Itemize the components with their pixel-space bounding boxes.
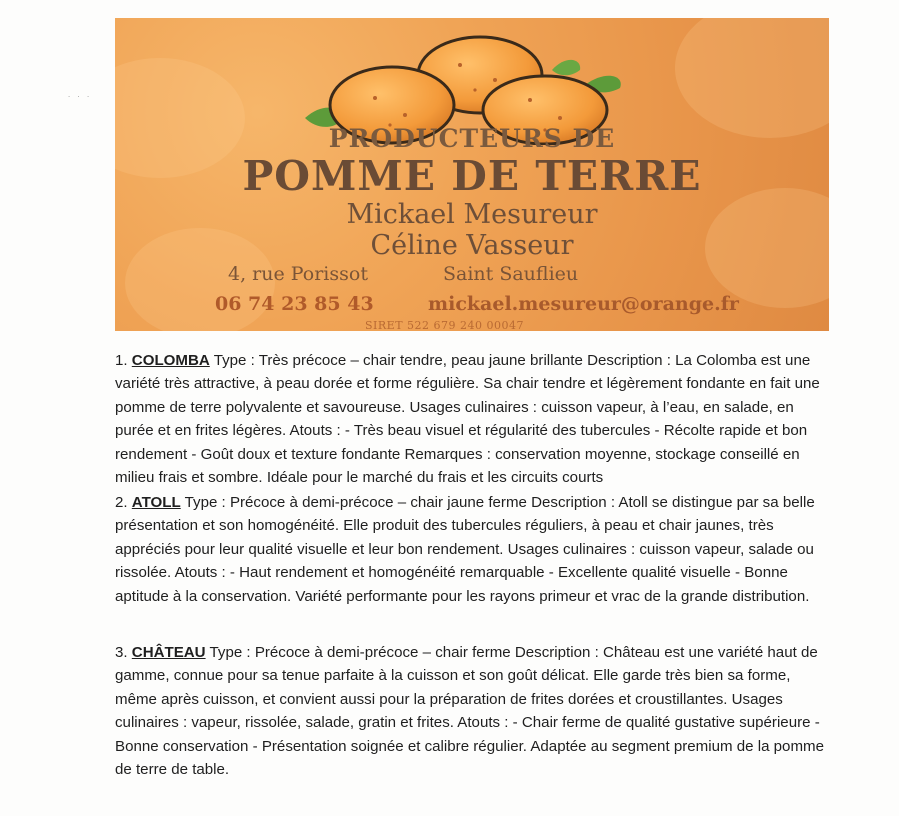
variety-chateau bbox=[115, 641, 835, 781]
producer-name-1: Mickael Mesureur bbox=[346, 199, 598, 230]
producer-name-2: Céline Vasseur bbox=[370, 230, 574, 261]
variety-number: 2. bbox=[115, 494, 128, 511]
variety-name: COLOMBA bbox=[131, 352, 210, 369]
variety-description: Type : Précoce à demi-précoce – chair ferme Description : Château est une variété haut de gamme, connue pour sa tenue parfaite à la cuisson et son goût délicat. Elle garde très bien sa forme, même après cuisson, et convient aussi pour la préparation de frites dorées et croustillantes. Usages culinaires : vapeur, rissolée, salade, gratin et frites. Atouts : - Chair ferme de qualité gustative supérieure - Bonne conservation - Présentation soignée et calibre régulier. Adaptée au segment premium de la pomme de terre de table. bbox=[115, 644, 824, 779]
phone-number: 06 74 23 85 43 bbox=[215, 293, 374, 315]
variety-description: Type : Précoce à demi-précoce – chair jaune ferme Description : Atoll se distingue par sa belle présentation et son homogénéité. Elle produit des tubercules réguliers, à peau et chair jaunes, très appréciés pour leur qualité visuelle et leur bon rendement. Usages culinaires : cuisson vapeur, salade ou rissolée. Atouts : - Haut rendement et homogénéité remarquable - Excellente qualité visuelle - Bonne aptitude à la conservation. Variété performante pour les rayons primeur et vrac de la grande distribution. bbox=[115, 494, 815, 605]
banner-subtitle: PRODUCTEURS DE bbox=[328, 124, 616, 153]
siret-number: SIRET 522 679 240 00047 bbox=[365, 319, 524, 331]
variety-colomba bbox=[115, 349, 835, 489]
address: 4, rue Porissot bbox=[228, 263, 368, 285]
variety-number: 1. bbox=[115, 352, 128, 369]
banner-title: POMME DE TERRE bbox=[242, 152, 702, 200]
variety-name: CHÂTEAU bbox=[131, 644, 206, 661]
city: Saint Sauflieu bbox=[443, 263, 579, 285]
variety-description: Type : Très précoce – chair tendre, peau jaune brillante Description : La Colomba est une variété très attractive, à peau dorée et forme régulière. Sa chair tendre et légèrement fondante en fait une pomme de terre polyvalente et savoureuse. Usages culinaires : cuisson vapeur, à l’eau, en salade, en purée et en frites légères. Atouts : - Très beau visuel et régularité des tubercules - Récolte rapide et bon rendement - Goût doux et texture fondante Remarques : conservation moyenne, stockage conseillé en milieu frais et sombre. Idéale pour le marché du frais et les circuits courts bbox=[115, 352, 820, 487]
email-address: mickael.mesureur@orange.fr bbox=[428, 293, 739, 315]
background-potato bbox=[675, 18, 829, 138]
producer-banner bbox=[115, 18, 829, 331]
scan-speck: ˙ ˙ ˙ bbox=[68, 95, 92, 105]
variety-name: ATOLL bbox=[131, 494, 181, 511]
variety-atoll bbox=[115, 491, 835, 608]
variety-number: 3. bbox=[115, 644, 128, 661]
